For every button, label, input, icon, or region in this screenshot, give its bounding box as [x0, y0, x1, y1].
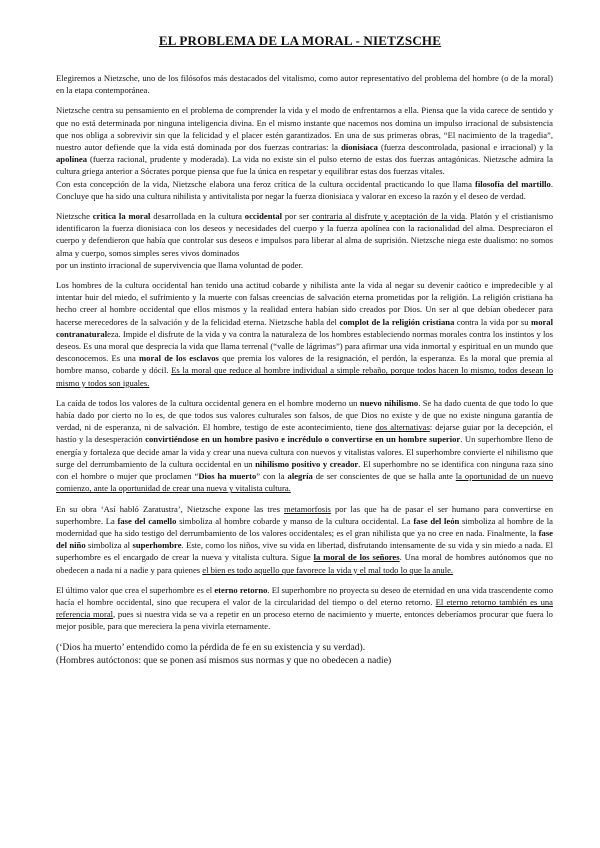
underlined-phrase: Es la moral que reduce al hombre individual a simple rebaño, porque todos hacen lo mismo, todos desean lo mismo y todos son iguales. — [56, 365, 554, 388]
footnotes — [56, 641, 553, 667]
underlined-phrase: contraria al disfrute y aceptación de la vida — [312, 211, 466, 222]
bold-term: Dios ha muerto — [198, 471, 257, 482]
footnote: (‘Dios ha muerto’ entendido como la pérdida de fe en su existencia y su verdad). — [56, 641, 366, 653]
underlined-phrase: la oportunidad de un nuevo comienzo, ante la oportunidad de crear una nueva y vitalista cultura. — [56, 471, 553, 494]
bold-term: moral de los esclavos — [139, 353, 219, 364]
paragraph-nihilism: La caída de todos los valores de la cultura occidental genera en el hombre moderno un nuevo nihilismo. Se ha dado cuenta de que todo lo que había dado por cierto no lo es, de que todos sus valores culturales son falsos, de que Dios no existe y de que no existe ninguna garantía de verdad, ni de esperanza, ni de salvación. El hombre, testigo de este acontecimiento, tiene dos alternativas: dejarse guiar por la decepción, el hastío y la desesperación convirtiéndose en un hombre pasivo e incrédulo o convertirse en un hombre superior. Un superhombre lleno de energía y fortaleza que decide amar la vida y crear una nueva cultura con nuevos y vitalistas valores. El superhombre convierte el nihilismo que surge del derrumbamiento de la cultura occidental en un nihilismo positivo y creador. El superhombre no se identifica con ninguna raza sino con el hombre o mujer que proclamen “Dios ha muerto” con la alegría de ser conscientes de que se halla ante la oportunidad de un nuevo comienzo, ante la oportunidad de crear una nueva y vitalista cultura. — [56, 397, 554, 494]
underlined-phrase: el bien es todo aquello que favorece la vida y el mal todo lo que la anule. — [202, 564, 454, 575]
underlined-phrase: metamorfosis — [284, 503, 331, 514]
paragraph-slave-morality: Los hombres de la cultura occidental han tenido una actitud cobarde y nihilista ante la vida al negar su devenir caótico e impredecible y al intentar huir del miedo, el sufrimiento y la muerte con falsas creencias de salvación eterna prometidas por la religión. La religión cristiana ha hecho creer al hombre occidental que ellos mismos y la realidad entera habían sido creados por Dios. Un ser al que debían obedecer para hacerse merecedores de la salvación y de la felicidad eterna. Nietzsche habla del complot de la religión cristiana contra la vida por su moral contranaturaleza. Impide el disfrute de la vida y va contra la naturaleza de los hombres estableciendo normas morales contra los instintos y los deseos. Es una moral que desprecia la vida que llama terrenal (“valle de lágrimas”) para afirmar una vida inmortal y espiritual en un mundo que desconocemos. Es una moral de los esclavos que premia los valores de la resignación, el perdón, la esperanza. Es la moral que premia al hombre manso, cobarde y dócil. Es la moral que reduce al hombre individual a simple rebaño, porque todos hacen lo mismo, todos desean lo mismo y todos son iguales. — [56, 280, 554, 388]
bold-term: dionisiaca — [341, 142, 378, 153]
bold-term: superhombre — [132, 540, 182, 551]
bold-term: moral contranatural — [56, 316, 553, 339]
bold-term: convirtiéndose en un hombre pasivo e incrédulo o convertirse en un hombre superior — [145, 434, 461, 445]
bold-term: critica la moral — [92, 211, 151, 222]
paragraph-hammer: Con esta concepción de la vida, Nietzsche elabora una feroz crítica de la cultura occidental practicando lo que llama filosofía del martillo. Concluye que ha sido una cultura nihilista y antivitalista por negar la fuerza dionisiaca y valorar en exceso la razón y el deseo de verdad. — [56, 178, 553, 201]
bold-term: fase del león — [413, 515, 460, 526]
paragraph-moral-critique: Nietzsche critica la moral desarrollada en la cultura occidental por ser contraria al disfrute y aceptación de la vida. Platón y el cristianismo identificaron la fuerza dionisiaca con los deseos y necesidades del cuerpo y la fuerza apolínea con la racionalidad del alma. Despreciaron el cuerpo y defendieron que había que controlar sus deseos e impulsos para liberar al alma de suprisión. Nietzsche niega este dualismo: no somos alma y cuerpo, somos simples seres vivos dominados por un instinto irracional de supervivencia que llama voluntad de poder. — [56, 211, 554, 270]
bold-term: nuevo nihilismo — [359, 397, 419, 408]
underlined-phrase: dos alternativas — [375, 422, 430, 433]
bold-term: fase del camello — [117, 515, 177, 526]
paragraph-metamorphoses: En su obra ‘Así habló Zaratustra’, Nietzsche expone las tres metamorfosis por las que ha de pasar el ser humano para convertirse en superhombre. La fase del camello simboliza al hombre cobarde y manso de la cultura occidental. La fase del león simboliza al hombre de la modernidad que ha sido testigo del derrumbamiento de los valores occidentales; es el gran nihilista que ya no cree en nada. Finalmente, la fase del niño simboliza al superhombre. Este, como los niños, vive su vida en libertad, disfrutando intensamente de su vida y sin miedo a nada. El superhombre es el encargado de crear la nueva y vitalista cultura. Sigue la moral de los señores. Una moral de hombres autónomos que no obedecen a nada ni a nadie y para quienes el bien es todo aquello que favorece la vida y el mal todo lo que la anule. — [56, 503, 554, 575]
bold-term: filosofía del martillo — [474, 178, 551, 189]
paragraph-eternal-return: El último valor que crea el superhombre es el eterno retorno. El superhombre no proyecta su deseo de eternidad en una vida trascendente como hacía el hombre occidental, sino que recupera el valor de la circularidad del tiempo o del eterno retorno. El eterno retorno también es una referencia moral, pues si nuestra vida se va a repetir en un proceso eterno de nacimiento y muerte, entonces deberíamos procurar que fuera lo mejor posible, para que mereciera la pena vivirla eternamente. — [56, 584, 553, 632]
bold-term: eterno retorno — [214, 584, 268, 595]
bold-term: alegría — [287, 471, 313, 482]
bold-term: apolínea — [56, 154, 88, 165]
underlined-phrase: la moral de los señores — [313, 552, 400, 563]
underlined-phrase: El eterno retorno también es una referencia moral — [56, 596, 553, 620]
document-body — [56, 72, 553, 667]
page-title: EL PROBLEMA DE LA MORAL - NIETZSCHE — [158, 33, 442, 48]
paragraph-forces: Nietzsche centra su pensamiento en el problema de comprender la vida y el modo de enfrentarnos a ella. Piensa que la vida carece de sentido y que no está determinada por ninguna inteligencia divina. En el mismo instante que nacemos nos domina un impulso irracional de subsistencia que nos obliga a sobrevivir sin que la felicidad y el placer estén garantizados. En una de sus primeras obras, “El nacimiento de la tragedia”, nuestro autor defiende que la vida está dominada por dos fuerzas contrarias: la dionisiaca (fuerza descontrolada, pasional e irracional) y la apolínea (fuerza racional, prudente y moderada). La vida no existe sin el pulso eterno de estas dos fuerzas antagónicas. Nietzsche admira la cultura griega anterior a Sócrates porque piensa que fue la única en respetar y equilibrar estas dos fuerzas vitales. — [56, 105, 554, 177]
paragraph-intro: Elegiremos a Nietzsche, uno de los filósofos más destacados del vitalismo, como autor representativo del problema del hombre (o de la moral) en la etapa contemporánea. — [56, 73, 553, 96]
bold-term: fase del niño — [56, 527, 553, 551]
bold-term: nihilismo positivo y creador — [255, 458, 359, 469]
footnote: (Hombres autóctonos: que se ponen así mismos sus normas y que no obedecen a nadie) — [56, 654, 392, 666]
bold-term: occidental — [244, 211, 283, 222]
bold-term: complot de la religión cristiana — [339, 316, 455, 327]
